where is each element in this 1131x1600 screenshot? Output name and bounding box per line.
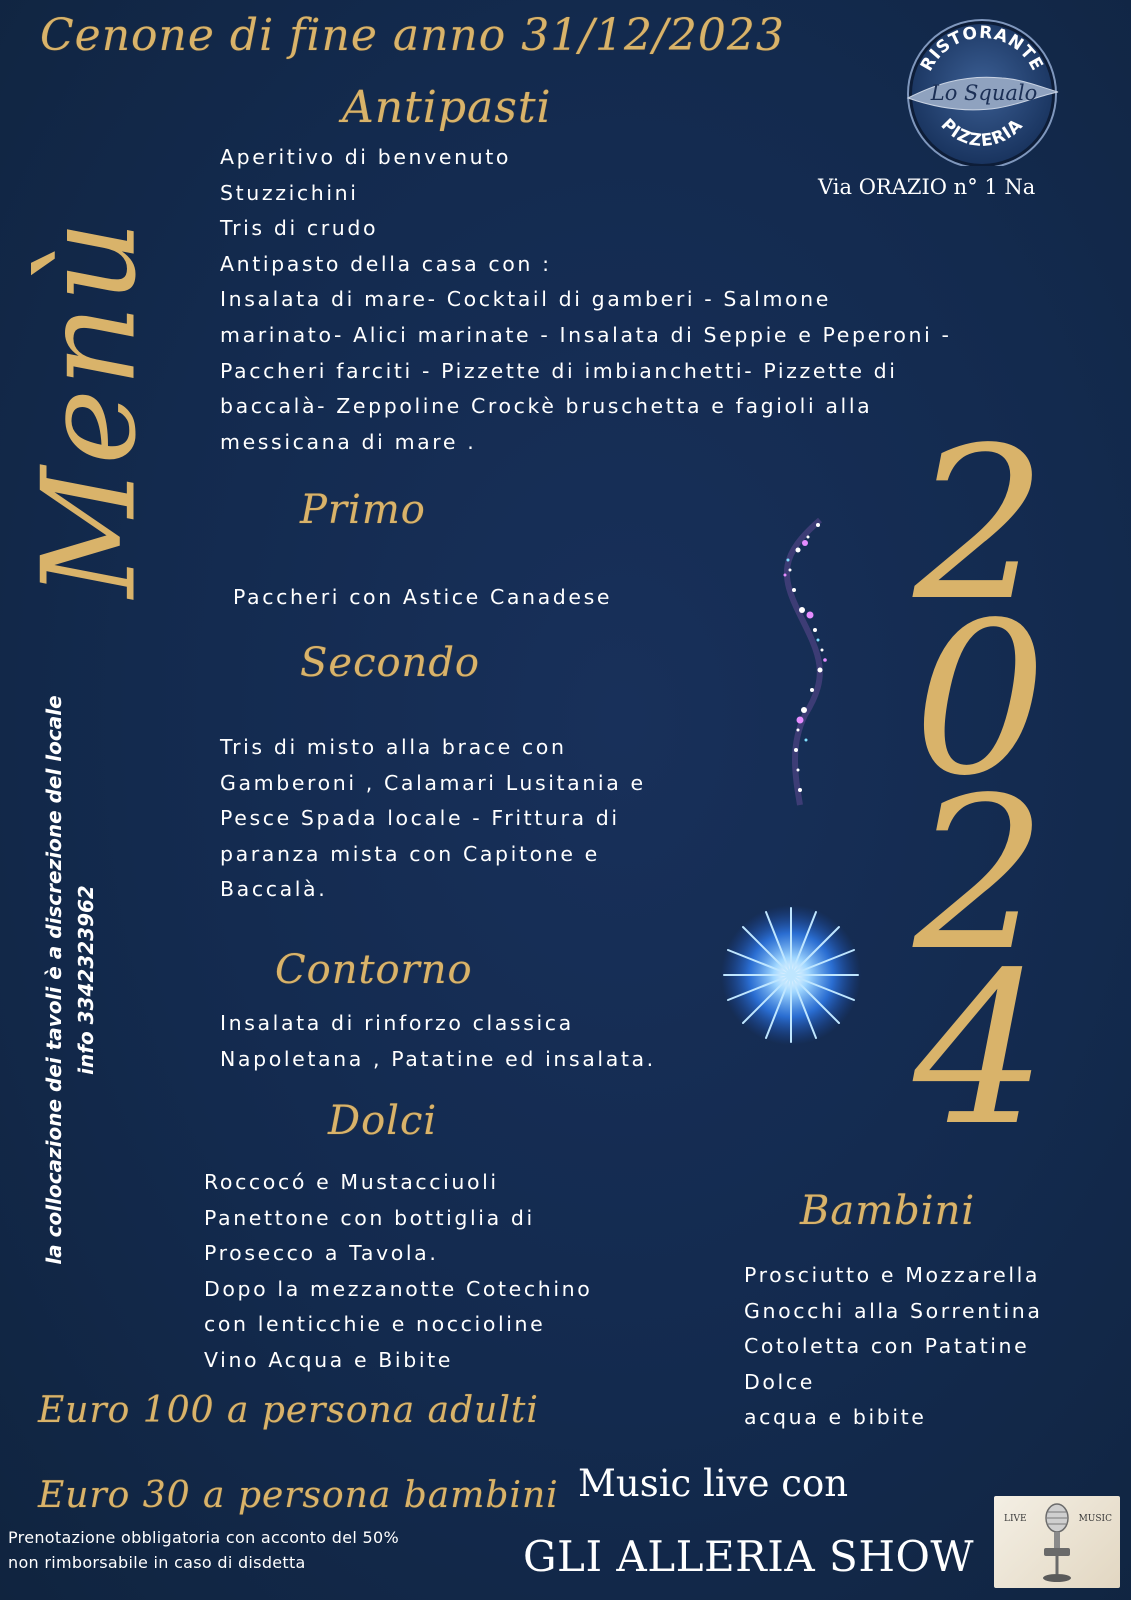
heading-secondo: Secondo: [300, 640, 481, 686]
list-item: messicana di mare .: [220, 429, 477, 454]
bambini-list: [744, 1258, 1043, 1436]
list-item: paranza mista con Capitone e: [220, 841, 600, 866]
list-item: Insalata di rinforzo classica: [220, 1011, 574, 1035]
list-item: Prosciutto e Mozzarella: [744, 1263, 1041, 1287]
booking-note-line1: Prenotazione obbligatoria con acconto del 50%: [8, 1528, 399, 1547]
heading-dolci: Dolci: [328, 1098, 438, 1144]
list-item: acqua e bibite: [744, 1405, 927, 1430]
list-item: Pesce Spada locale - Frittura di: [220, 806, 620, 831]
primo-list: [233, 580, 612, 616]
price-adult: Euro 100 a persona adulti: [38, 1390, 539, 1431]
booking-note-line2: non rimborsabile in caso di disdetta: [8, 1553, 306, 1572]
year-digit: 4: [913, 927, 1047, 1172]
list-item: Tris di misto alla brace con: [220, 735, 567, 759]
logo-middle-text: Lo Squalo: [930, 81, 1038, 105]
sparkle-trail-icon: [760, 515, 860, 815]
year-digit: 2: [913, 752, 1047, 997]
heading-antipasti: Antipasti: [342, 82, 552, 133]
booking-note: [8, 1525, 399, 1575]
side-note-line1: la collocazione dei tavoli è a discrezione del locale: [42, 695, 66, 1265]
list-item: Panettone con bottiglia di: [204, 1205, 535, 1230]
list-item: Prosecco a Tavola.: [204, 1241, 439, 1266]
side-note-line2: info 3342323962: [74, 885, 98, 1075]
band-name: GLI ALLERIA SHOW: [523, 1532, 975, 1581]
list-item: Roccocó e Mustacciuoli: [204, 1170, 499, 1194]
side-note: [20, 600, 120, 1360]
antipasti-list: [220, 140, 952, 460]
list-item: Antipasto della casa con :: [220, 251, 552, 276]
year-digit: 0: [913, 577, 1047, 822]
dolci-list: [204, 1165, 592, 1379]
music-line: Music live con: [578, 1462, 849, 1505]
list-item: Dopo la mezzanotte Cotechino: [204, 1276, 593, 1301]
heading-primo: Primo: [300, 487, 426, 533]
list-item: Gamberoni , Calamari Lusitania e: [220, 770, 646, 795]
list-item: Gnocchi alla Sorrentina: [744, 1298, 1043, 1323]
list-item: marinato- Alici marinate - Insalata di Seppie e Peperoni -: [220, 322, 952, 347]
logo-bottom-text: PIZZERIA: [936, 114, 1028, 152]
year-2024: [860, 402, 1100, 1180]
address: Via ORAZIO n° 1 Na: [818, 175, 1036, 199]
list-item: con lenticchie e noccioline: [204, 1312, 546, 1337]
list-item: Insalata di mare- Cocktail di gamberi - Salmone: [220, 287, 831, 312]
badge-music-text: MUSIC: [1078, 1514, 1112, 1524]
menu-word-text: Menù: [15, 218, 165, 598]
price-kids: Euro 30 a persona bambini: [38, 1475, 559, 1516]
list-item: Stuzzichini: [220, 180, 359, 205]
firework-icon: [716, 900, 866, 1050]
microphone-icon: [1032, 1502, 1082, 1584]
list-item: Dolce: [744, 1369, 815, 1394]
page-title: Cenone di fine anno 31/12/2023: [40, 10, 785, 61]
list-item: Vino Acqua e Bibite: [204, 1347, 453, 1372]
heading-contorno: Contorno: [275, 947, 473, 993]
live-music-badge: [994, 1496, 1120, 1588]
badge-live-text: LIVE: [1004, 1514, 1027, 1524]
list-item: Paccheri farciti - Pizzette di imbianchetti- Pizzette di: [220, 358, 898, 383]
list-item: Napoletana , Patatine ed insalata.: [220, 1046, 656, 1071]
list-item: Paccheri con Astice Canadese: [233, 585, 613, 609]
list-item: Tris di crudo: [220, 216, 379, 241]
secondo-list: [220, 730, 646, 908]
menu-word: [15, 198, 165, 618]
list-item: Aperitivo di benvenuto: [220, 145, 512, 169]
year-digit: 2: [913, 402, 1047, 647]
list-item: baccalà- Zeppoline Crockè bruschetta e fagioli alla: [220, 394, 873, 419]
contorno-list: [220, 1006, 656, 1077]
logo-top-text: RISTORANTE: [916, 22, 1048, 75]
list-item: Baccalà.: [220, 877, 328, 902]
heading-bambini: Bambini: [800, 1188, 976, 1234]
list-item: Cotoletta con Patatine: [744, 1334, 1030, 1359]
